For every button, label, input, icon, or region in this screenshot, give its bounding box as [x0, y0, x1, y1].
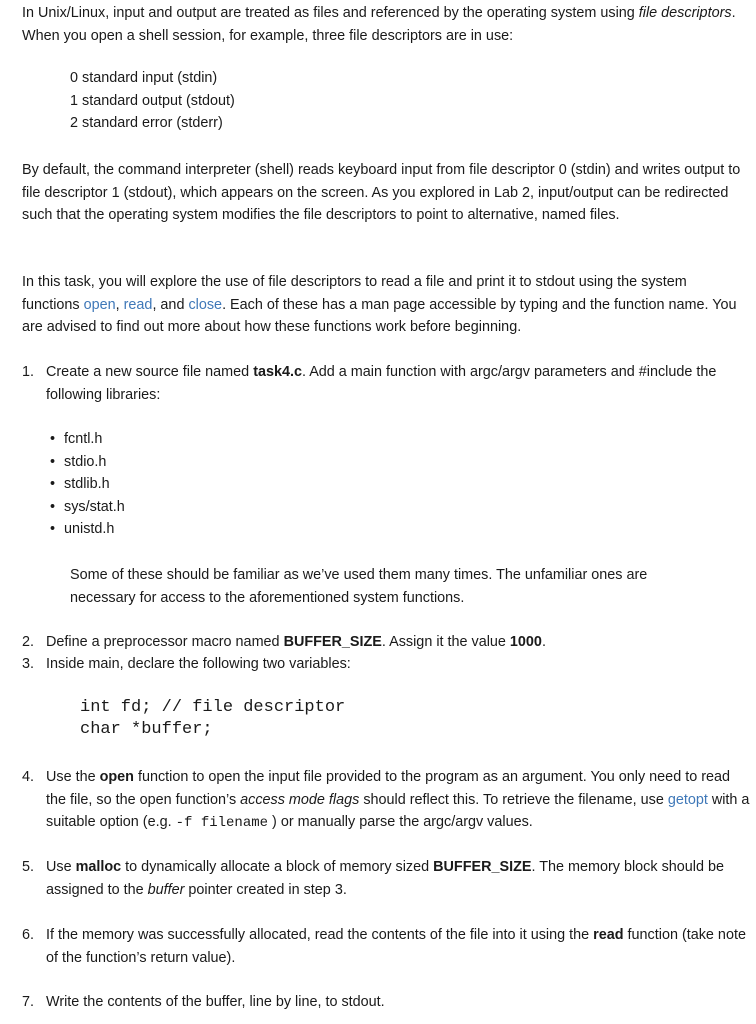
intro-paragraph: In Unix/Linux, input and output are treated as files and referenced by the operating system using file descriptors. When you open a shell session, for example, three file descriptors are in use:	[22, 5, 736, 44]
step-number: 4.	[22, 769, 35, 785]
malloc-function: malloc	[75, 859, 122, 875]
bullet-icon: •	[50, 431, 56, 447]
close-function-link[interactable]: close	[188, 296, 223, 313]
read-function-link[interactable]: read	[123, 296, 153, 313]
descriptor-item: 0 standard input (stdin)	[70, 70, 218, 86]
step-number: 5.	[22, 859, 35, 875]
bullet-icon: •	[50, 498, 56, 515]
descriptor-item: 1 standard output (stdout)	[70, 92, 235, 109]
read-function: read	[593, 927, 624, 943]
descriptor-item: 2 standard error (stderr)	[70, 115, 223, 131]
redirection-paragraph: By default, the command interpreter (shell) reads keyboard input from file descriptor 0 (stdin) and writes output to file descriptor 1 (stdout), which appears on the screen. As you explored in Lab 2, input/output can be redirected such that the operating system modifies the file descriptors to point to alternative, named files.	[22, 162, 741, 223]
step-3	[22, 653, 750, 676]
bullet-icon: •	[50, 476, 56, 492]
list-item: • sys/stat.h	[50, 496, 125, 519]
step-5	[22, 856, 750, 901]
macro-name: BUFFER_SIZE	[283, 634, 382, 650]
step-text: If the memory was successfully allocated, read the contents of the file into it using the read function (take note of the function’s return value).	[46, 927, 746, 966]
step-7	[22, 991, 750, 1014]
inline-code: -f filename	[175, 815, 269, 831]
code-block	[80, 697, 345, 741]
file-descriptor-list	[70, 67, 235, 135]
list-item: • stdio.h	[50, 451, 125, 474]
step-text: Use the open function to open the input file provided to the program as an argument. You only need to read the file, so the open function’s access mode flags should reflect this. To retrieve the filename, use getopt with a suitable option (e.g. -f filename ) or manually parse the argc/argv values.	[46, 769, 750, 831]
step-text: Write the contents of the buffer, line by line, to stdout.	[46, 994, 385, 1010]
access-mode-flags: access mode flags	[240, 791, 360, 808]
step-1	[22, 361, 750, 406]
step-text: Use malloc to dynamically allocate a block of memory sized BUFFER_SIZE. The memory block should be assigned to the buffer pointer created in step 3.	[46, 859, 724, 898]
step-number: 6.	[22, 927, 35, 943]
buffer-pointer: buffer	[147, 881, 185, 898]
step-4	[22, 766, 750, 835]
task-paragraph: In this task, you will explore the use of file descriptors to read a file and print it to stdout using the system functions open, read, and close. Each of these has a man page accessible by typing and the function name. You are advised to find out more about how these functions work before beginning.	[22, 274, 737, 335]
open-function: open	[99, 769, 134, 785]
getopt-link[interactable]: getopt	[667, 791, 708, 808]
step-number: 2.	[22, 634, 35, 650]
code-line: int fd; // file descriptor	[80, 698, 346, 717]
open-function-link[interactable]: open	[83, 296, 116, 313]
code-line: char *buffer;	[80, 720, 213, 739]
step-6	[22, 924, 750, 969]
bullet-icon: •	[50, 453, 56, 470]
step-number: 3.	[22, 656, 35, 672]
list-item: • fcntl.h	[50, 428, 125, 451]
list-item: • stdlib.h	[50, 473, 125, 496]
list-item: • unistd.h	[50, 518, 125, 541]
step-2	[22, 631, 750, 654]
step-text: Define a preprocessor macro named BUFFER_SIZE. Assign it the value 1000.	[46, 634, 546, 650]
macro-value: 1000	[509, 634, 542, 650]
source-filename: task4.c	[253, 364, 302, 380]
step-number: 7.	[22, 994, 35, 1010]
buffer-size-macro: BUFFER_SIZE	[433, 859, 532, 875]
library-list	[50, 428, 125, 541]
bullet-icon: •	[50, 521, 56, 537]
step-text: Inside main, declare the following two variables:	[46, 656, 351, 672]
step-number: 1.	[22, 364, 35, 380]
library-note: Some of these should be familiar as we’ve used them many times. The unfamiliar ones are necessary for access to the aforementioned system functions.	[70, 567, 648, 606]
file-descriptors-term: file descriptors	[638, 5, 732, 21]
step-text: Create a new source file named task4.c. Add a main function with argc/argv parameters and #include the following libraries:	[46, 364, 717, 403]
